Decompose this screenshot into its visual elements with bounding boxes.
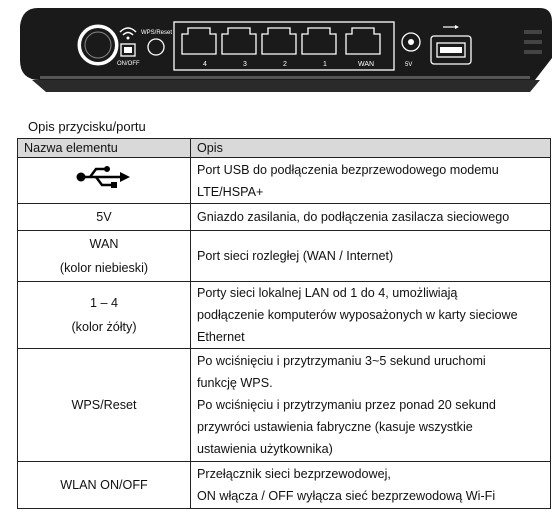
row-5v-name <box>18 204 191 231</box>
desc-line: Przełącznik sieci bezprzewodowej, <box>197 467 391 481</box>
onoff-label: ON/OFF <box>117 61 140 67</box>
port-description-table <box>17 138 551 509</box>
wps-label: WPS/Reset <box>141 30 173 36</box>
table-header-row <box>18 139 551 158</box>
row-lan-desc <box>191 282 551 349</box>
header-description: Opis <box>191 139 551 158</box>
name-line: 5V <box>96 210 112 224</box>
desc-line: Porty sieci lokalnej LAN od 1 do 4, umożliwiają <box>197 286 458 300</box>
port-label-wan: WAN <box>358 61 375 68</box>
table-row <box>18 462 551 509</box>
desc-line: Po wciśnięciu i przytrzymaniu przez ponad 20 sekund <box>197 398 496 412</box>
row-wps-desc <box>191 349 551 462</box>
row-usb-name <box>18 158 191 204</box>
usb-icon <box>74 164 134 190</box>
router-back-panel <box>0 0 555 110</box>
row-wan-desc <box>191 231 551 282</box>
desc-line: funkcję WPS. <box>197 376 273 390</box>
port-label-1: 1 <box>323 61 327 68</box>
port-label-2: 2 <box>283 61 287 68</box>
antenna-connector-icon <box>78 25 118 65</box>
table-row <box>18 282 551 349</box>
desc-line: ustawienia użytkownika) <box>197 442 333 456</box>
desc-line: Port sieci rozległej (WAN / Internet) <box>197 249 394 263</box>
desc-line: Port USB do podłączenia bezprzewodowego modemu <box>197 162 499 177</box>
row-usb-desc <box>191 158 551 204</box>
desc-line: przywróci ustawienia fabryczne (kasuje wszystkie <box>197 420 473 434</box>
name-line: WLAN ON/OFF <box>60 478 148 492</box>
row-wps-name <box>18 349 191 462</box>
name-line: WPS/Reset <box>71 398 137 412</box>
header-name: Nazwa elementu <box>18 139 191 158</box>
table-row <box>18 158 551 204</box>
table-row <box>18 349 551 462</box>
power-label: 5V <box>405 62 413 68</box>
desc-line: podłączenie komputerów wyposażonych w karty sieciowe <box>197 308 518 322</box>
name-line: WAN <box>89 237 119 251</box>
row-wlan-name <box>18 462 191 509</box>
desc-line: Ethernet <box>197 330 245 344</box>
desc-line: Po wciśnięciu i przytrzymaniu 3~5 sekund uruchomi <box>197 354 486 368</box>
row-lan-name <box>18 282 191 349</box>
port-label-4: 4 <box>203 61 207 68</box>
row-wlan-desc <box>191 462 551 509</box>
row-5v-desc <box>191 204 551 231</box>
desc-line: ON włącza / OFF wyłącza sieć bezprzewodową Wi-Fi <box>197 489 496 503</box>
table-row <box>18 231 551 282</box>
section-caption: Opis przycisku/portu <box>28 119 146 134</box>
name-line: (kolor żółty) <box>71 320 137 334</box>
name-line: (kolor niebieski) <box>59 261 149 275</box>
name-line: 1 – 4 <box>89 296 118 310</box>
port-label-3: 3 <box>243 61 247 68</box>
row-wan-name <box>18 231 191 282</box>
table-row <box>18 204 551 231</box>
desc-line: Gniazdo zasilania, do podłączenia zasilacza sieciowego <box>197 210 510 224</box>
desc-line: LTE/HSPA+ <box>197 184 264 199</box>
